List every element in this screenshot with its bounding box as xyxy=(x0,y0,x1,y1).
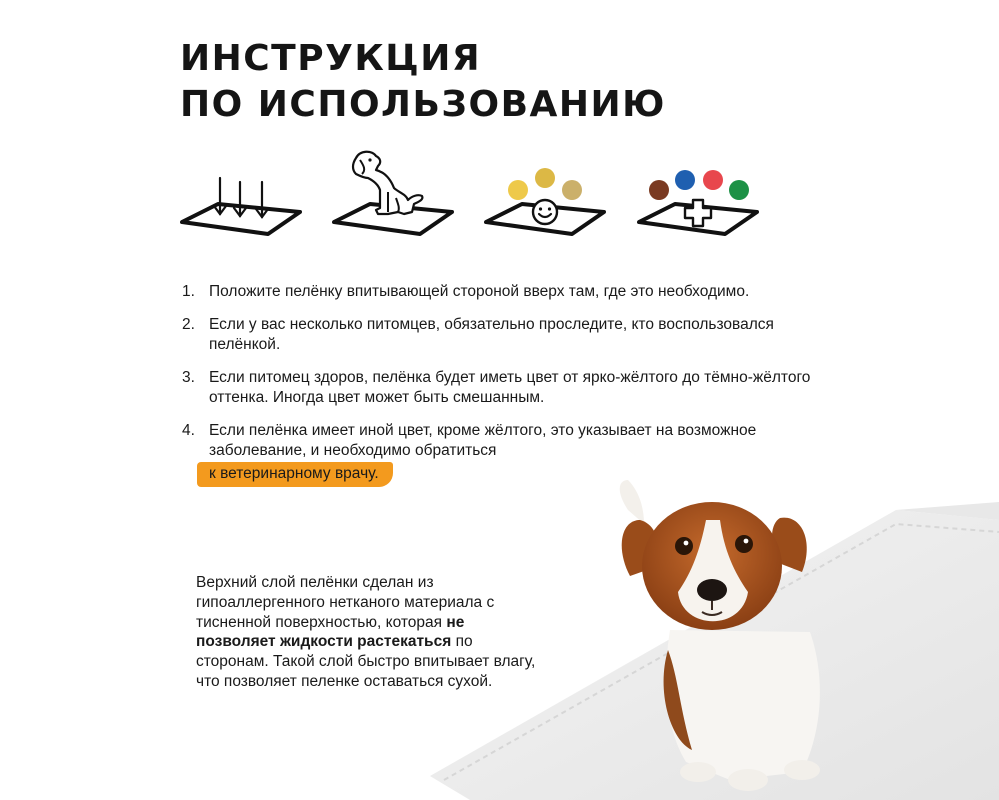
step-item xyxy=(182,282,822,302)
page-title xyxy=(180,36,666,128)
step-item xyxy=(182,421,822,487)
step-text: Если пелёнка имеет иной цвет, кроме жёлтого, это указывает на возможное заболевание, и необходимо обратиться xyxy=(209,422,757,459)
description-text-before: Верхний слой пелёнки сделан из гипоаллергенного нетканого материала с тисненной поверхностью, которая xyxy=(196,574,495,631)
step-number: 1. xyxy=(182,283,195,300)
instruction-steps xyxy=(182,282,822,500)
step-text: Если питомец здоров, пелёнка будет иметь цвет от ярко-жёлтого до тёмно-жёлтого оттенка. Иногда цвет может быть смешанным. xyxy=(209,369,811,406)
step-number: 3. xyxy=(182,369,195,386)
pad-absorb-arrows-icon xyxy=(180,148,304,240)
puppy-on-pad-photo xyxy=(430,480,999,800)
step-number: 4. xyxy=(182,422,195,439)
dog-on-pad-icon xyxy=(332,148,456,240)
description-bold-text: не позволяет жидкости растекаться xyxy=(196,613,465,651)
pad-cross-colored-dots-icon xyxy=(637,148,761,240)
vet-highlight: к ветеринарному врачу. xyxy=(197,462,393,487)
step-text: Если у вас несколько питомцев, обязательно проследите, кто воспользовался пелёнкой. xyxy=(209,316,774,353)
title-line-2: ПО ИСПОЛЬЗОВАНИЮ xyxy=(180,84,666,125)
step-text-wrapper xyxy=(209,421,822,487)
pad-smiley-yellow-dots-icon xyxy=(484,148,608,240)
title-line-1: ИНСТРУКЦИЯ xyxy=(180,38,482,79)
description-text-after: по сторонам. Такой слой быстро впитывает влагу, что позволяет пеленке оставаться сухой. xyxy=(196,633,536,690)
step-number: 2. xyxy=(182,316,195,333)
step-text: Положите пелёнку впитывающей стороной вверх там, где это необходимо. xyxy=(209,283,750,300)
step-item xyxy=(182,368,822,408)
step-item xyxy=(182,315,822,355)
